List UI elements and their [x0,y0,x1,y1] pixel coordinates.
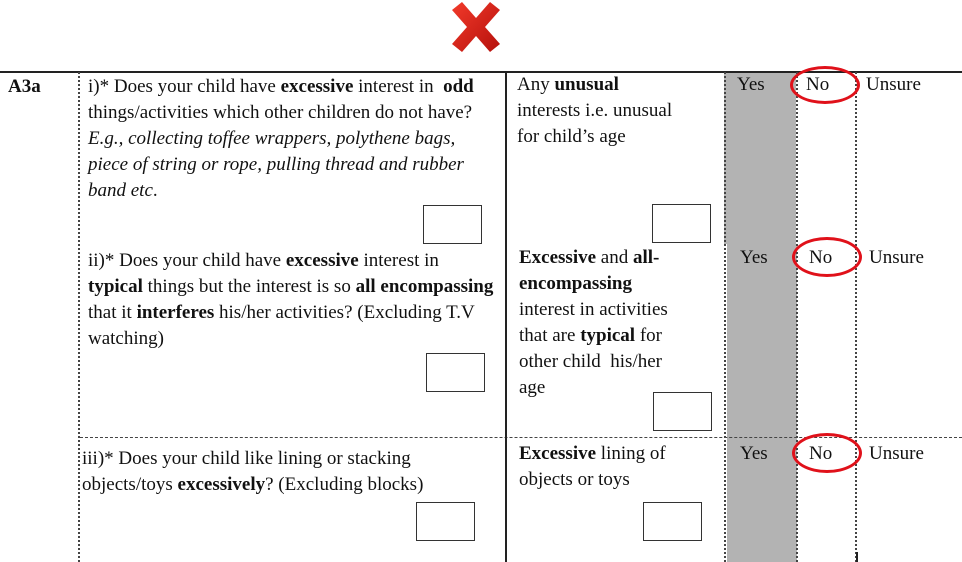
yes-option[interactable]: Yes [740,247,768,268]
no-option[interactable]: No [806,74,830,95]
score-box[interactable] [643,502,702,541]
column-divider [855,72,857,562]
no-selected-circle [790,66,860,104]
unsure-option[interactable]: Unsure [869,247,924,268]
criteria-text: Any unusual interests i.e. unusual for child’s age [517,74,673,147]
x-mark-icon [448,0,504,54]
column-divider [78,72,80,562]
no-selected-circle [792,433,862,473]
criteria-text: Excessive lining of objects or toys [519,443,666,490]
column-divider [505,72,507,562]
unsure-option[interactable]: Unsure [866,74,921,95]
unsure-option[interactable]: Unsure [869,443,924,464]
question-text: i)* Does your child have excessive interest in odd things/activities which other children do not have? E.g., collecting toffee wrappers, polythene bags, piece of string or rope, pulling thread and rubber band etc. [88,76,474,201]
score-box[interactable] [426,353,485,392]
criteria-text: Excessive and all- encompassing interest in activities that are typical for other child his/her age [519,247,668,398]
question-text: ii)* Does your child have excessive interest in typical things but the interest is so all encompassing that it interferes his/her activities? (Excluding T.V watching) [88,250,494,349]
column-divider [796,72,798,562]
score-box[interactable] [416,502,475,541]
column-tick [856,552,858,562]
score-box[interactable] [652,204,711,243]
column-divider [724,72,726,562]
score-box[interactable] [653,392,712,431]
yes-option[interactable]: Yes [737,74,765,95]
yes-option[interactable]: Yes [740,443,768,464]
no-selected-circle [792,237,862,277]
yes-column-shade [727,244,797,562]
score-box[interactable] [423,205,482,244]
no-option[interactable]: No [809,443,833,464]
no-option[interactable]: No [809,247,833,268]
section-id: A3a [8,76,41,97]
question-text: iii)* Does your child like lining or stacking objects/toys excessively? (Excluding blocks) [82,448,424,495]
